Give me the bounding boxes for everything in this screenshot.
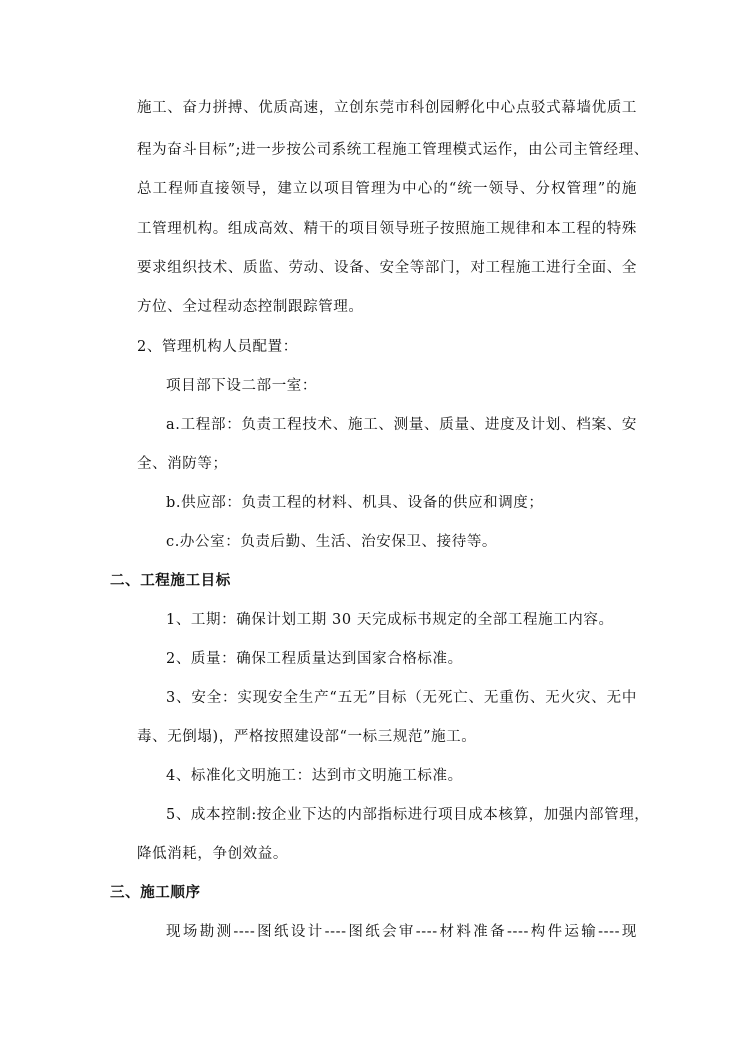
goal-item-5-line2: 降低消耗，争创效益。 [137, 846, 288, 862]
staffing-item-a-line1: a.工程部：负责工程技术、施工、测量、质量、进度及计划、档案、安 [166, 417, 637, 433]
staffing-item-a-line2: 全、消防等； [137, 456, 228, 472]
goal-item-1: 1、工期：确保计划工期 30 天完成标书规定的全部工程施工内容。 [166, 612, 614, 628]
para1-line5: 要求组织技术、质监、劳动、设备、安全等部门，对工程施工进行全面、全 [137, 260, 637, 276]
para1-line6: 方位、全过程动态控制跟踪管理。 [137, 299, 364, 315]
goal-item-3-line2: 毒、无倒塌)，严格按照建设部“一标三规范”施工。 [137, 729, 477, 745]
section2-title: 二、工程施工目标 [110, 573, 231, 589]
staffing-heading: 2、管理机构人员配置： [137, 339, 298, 355]
para1-line1: 施工、奋力拼搏、优质高速，立创东莞市科创园孵化中心点驳式幕墙优质工 [137, 100, 637, 116]
goal-item-2: 2、质量：确保工程质量达到国家合格标准。 [166, 651, 463, 667]
para1-line2: 程为奋斗目标”;进一步按公司系统工程施工管理模式运作，由公司主管经理、 [137, 142, 649, 158]
para1-line4: 工管理机构。组成高效、精干的项目领导班子按照施工规律和本工程的特殊 [137, 221, 637, 237]
goal-item-5-line1: 5、成本控制:按企业下达的内部指标进行项目成本核算，加强内部管理， [166, 807, 650, 823]
staffing-item-c: c.办公室：负责后勤、生活、治安保卫、接待等。 [166, 534, 498, 550]
construction-sequence: 现场勘测----图纸设计----图纸会审----材料准备----构件运输----现 [166, 924, 637, 940]
staffing-intro: 项目部下设二部一室： [166, 378, 317, 394]
section3-title: 三、施工顺序 [110, 885, 201, 901]
staffing-item-b: b.供应部：负责工程的材料、机具、设备的供应和调度； [166, 495, 544, 511]
goal-item-3-line1: 3、安全：实现安全生产“五无”目标（无死亡、无重伤、无火灾、无中 [166, 690, 637, 706]
para1-line3: 总工程师直接领导，建立以项目管理为中心的“统一领导、分权管理”的施 [137, 181, 637, 197]
goal-item-4: 4、标准化文明施工：达到市文明施工标准。 [166, 768, 463, 784]
